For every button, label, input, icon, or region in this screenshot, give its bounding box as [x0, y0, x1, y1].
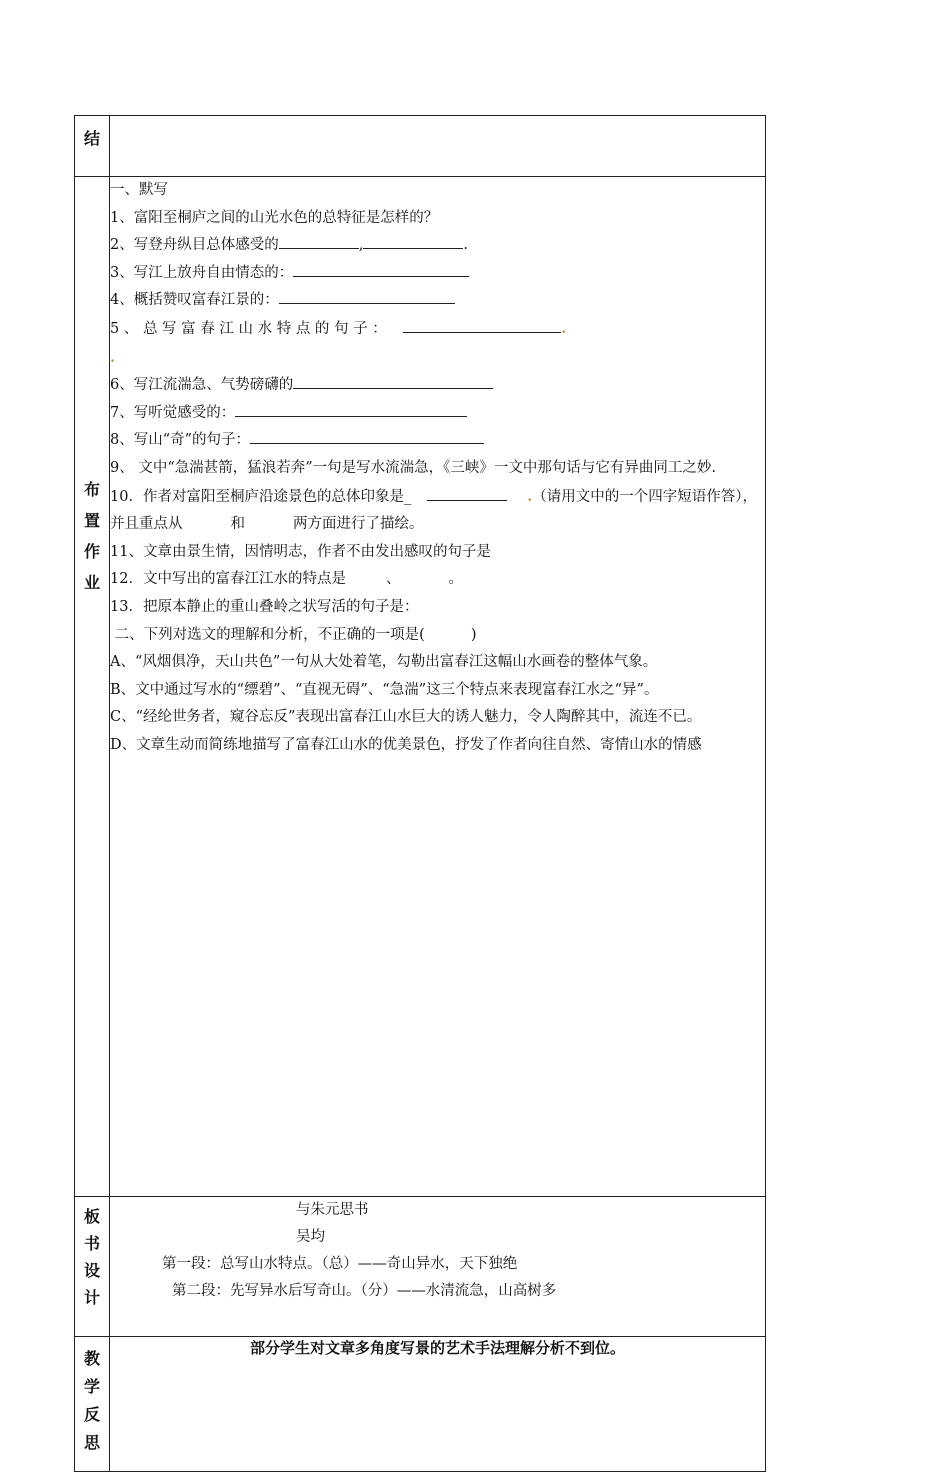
homework-content [110, 177, 766, 1197]
question-1: 1、富阳至桐庐之间的山光水色的总特征是怎样的？ [110, 209, 439, 226]
question-6: 6、写江流湍急、气势磅礴的 [110, 372, 765, 400]
question-8: 8、写山“奇”的句子： [110, 427, 765, 455]
question-12: 12．文中写出的富春江江水的特点是 、 。 [110, 571, 463, 588]
option-a: A、“风烟俱净，天山共色”一句从大处着笔，勾勒出富春江这幅山水画卷的整体气象。 [110, 654, 658, 671]
reflection-content [110, 1337, 766, 1472]
board-design-row [75, 1197, 766, 1337]
section-dictation-title: 一、默写 [110, 182, 168, 198]
summary-label: 结 [75, 116, 110, 177]
board-author: 吴均 [296, 1229, 325, 1245]
reflection-text: 部分学生对文章多角度写景的艺术手法理解分析不到位。 [249, 1339, 625, 1357]
reflection-row [75, 1337, 766, 1472]
answer-blank[interactable] [427, 486, 507, 501]
board-paragraph-2: 第二段：先写异水后写奇山。（分）——水清流急，山高树多 [172, 1283, 557, 1299]
board-design-content [110, 1197, 766, 1337]
answer-blank[interactable] [250, 429, 484, 444]
board-paragraph-1: 第一段：总写山水特点。（总）——奇山异水，天下独绝 [162, 1256, 518, 1272]
option-c: C、“经纶世务者，窥谷忘反”表现出富春江山水巨大的诱人魅力，令人陶醉其中，流连不已。 [110, 709, 702, 726]
question-10: 10．作者对富阳至桐庐沿途景色的总体印象是_ .（请用文中的一个四字短语作答），并且重点从 和 两方面进行了描绘。 [110, 487, 758, 533]
lesson-plan-table [74, 115, 766, 1472]
question-3: 3、写江上放舟自由情态的： [110, 260, 765, 288]
question-9: 9、 文中“急湍甚箭，猛浪若奔”一句是写水流湍急，《三峡》一文中那句话与它有异曲同工之妙. [110, 459, 717, 476]
answer-blank[interactable] [235, 402, 467, 417]
board-design-label: 板 书 设 计 [75, 1197, 110, 1337]
question-7: 7、写听觉感受的： [110, 400, 765, 428]
question-5-continuation: . [110, 348, 116, 366]
board-title: 与朱元思书 [296, 1202, 369, 1218]
answer-blank[interactable] [403, 318, 561, 333]
question-2: 2、写登舟纵目总体感受的 , . [110, 232, 765, 260]
answer-blank[interactable] [279, 234, 359, 249]
option-b: B、文中通过写水的“缥碧”、“直视无碍”、“急湍”这三个特点来表现富春江水之“异”。 [110, 681, 659, 698]
question-13: 13．把原本静止的重山叠岭之状写活的句子是： [110, 598, 419, 615]
question-5: 5 、 总 写 富 春 江 山 水 特 点 的 句 子 ： . [110, 319, 567, 337]
summary-content [110, 116, 766, 177]
homework-label: 布 置 作 业 [75, 177, 110, 1197]
answer-blank[interactable] [293, 262, 469, 277]
question-11: 11、文章由景生情，因情明志，作者不由发出感叹的句子是 [110, 543, 491, 560]
answer-blank[interactable] [279, 289, 455, 304]
homework-row [75, 177, 766, 1197]
reflection-label: 教 学 反 思 [75, 1337, 110, 1472]
answer-blank[interactable] [293, 374, 493, 389]
answer-blank[interactable] [363, 234, 463, 249]
section-choice-title: 二、下列对选文的理解和分析，不正确的一项是( ) [110, 626, 477, 643]
question-4: 4、概括赞叹富春江景的： [110, 287, 765, 315]
option-d: D、文章生动而简练地描写了富春江山水的优美景色，抒发了作者向往自然、寄情山水的情感 [110, 736, 702, 753]
summary-row [75, 116, 766, 177]
